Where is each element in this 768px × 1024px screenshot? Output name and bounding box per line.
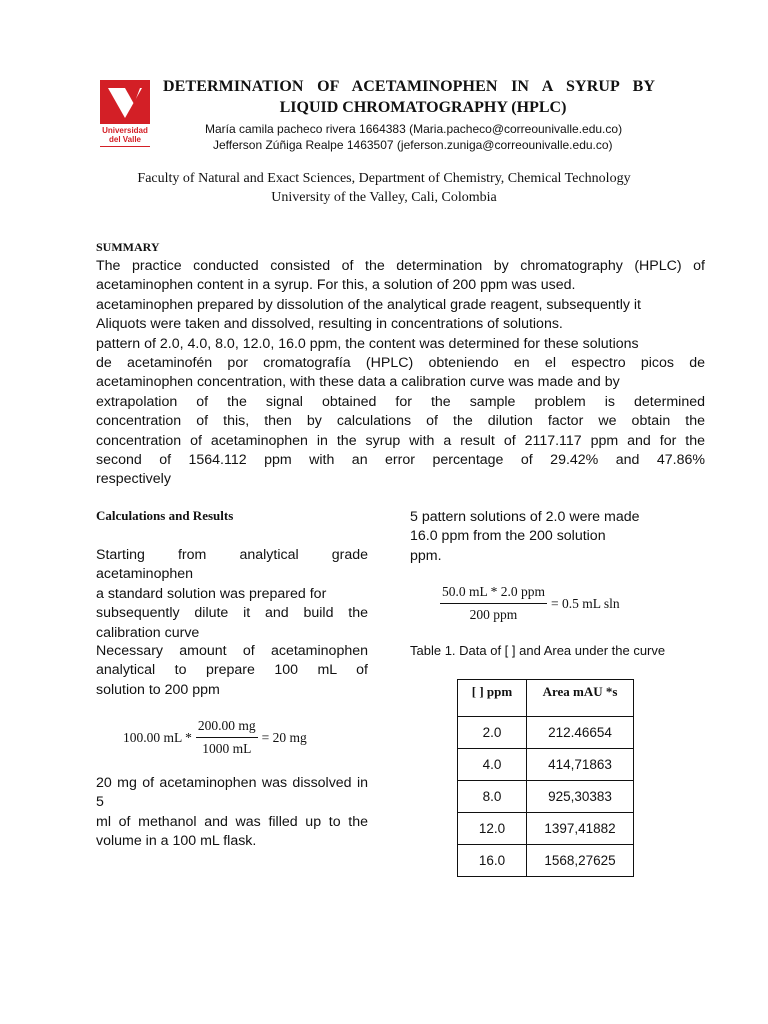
text-line: de acetaminofén por cromatografía (HPLC) obteniendo en el espectro picos de <box>96 355 705 372</box>
text-line: 16.0 ppm from the 200 solution <box>410 528 606 545</box>
affiliation-line-2: University of the Valley, Cali, Colombia <box>271 190 497 205</box>
fraction-numerator: 50.0 mL * 2.0 ppm <box>440 584 547 604</box>
summary-body <box>96 257 705 490</box>
table-header-row <box>458 680 634 717</box>
paragraph-necessary-amount <box>96 642 368 700</box>
table-row <box>458 781 634 813</box>
text-line: 5 pattern solutions of 2.0 were made <box>410 509 640 525</box>
cell-concentration: 4.0 <box>458 749 527 781</box>
cell-area: 1568,27625 <box>527 845 634 877</box>
text-line: 20 mg of acetaminophen was dissolved in 5 <box>96 775 368 811</box>
text-line: concentration of acetaminophen in the syrup with a result of 2117.117 ppm and for the <box>96 432 705 449</box>
text-line: pattern of 2.0, 4.0, 8.0, 12.0, 16.0 ppm, the content was determined for these solutions <box>96 335 639 352</box>
cell-area: 414,71863 <box>527 749 634 781</box>
text-line: concentration of this, then by calculations of the dilution factor we obtain the <box>96 413 705 430</box>
equation-dilution <box>436 584 620 623</box>
paragraph-standard-solution <box>96 546 368 643</box>
text-line: extrapolation of the signal obtained for the sample problem is determined <box>96 393 705 410</box>
text-line: Starting from analytical grade acetaminophen <box>96 547 368 583</box>
table-header-area: Area mAU *s <box>527 680 634 717</box>
cell-area: 212.46654 <box>527 717 634 749</box>
cell-concentration: 16.0 <box>458 845 527 877</box>
fraction-numerator: 200.00 mg <box>196 718 258 738</box>
calculations-heading: Calculations and Results <box>96 508 234 523</box>
equation-result: = 20 mg <box>261 729 307 745</box>
fraction-denominator: 1000 mL <box>202 741 252 756</box>
logo-underline <box>100 146 150 147</box>
text-line: volume in a 100 mL flask. <box>96 833 257 850</box>
text-line: Necessary amount of acetaminophen <box>96 643 368 659</box>
table-caption: Table 1. Data of [ ] and Area under the curve <box>410 643 666 658</box>
cell-concentration: 12.0 <box>458 813 527 845</box>
text-line: ml of methanol and was filled up to the <box>96 813 368 830</box>
data-table <box>457 679 634 877</box>
text-line: subsequently dilute it and build the <box>96 605 368 622</box>
paper-title-line-2: LIQUID CHROMATOGRAPHY (HPLC) <box>279 99 567 116</box>
author-2: Jefferson Zúñiga Realpe 1463507 (jeferson.zuniga@correounivalle.edu.co) <box>213 138 613 152</box>
text-line: acetaminophen prepared by dissolution of the analytical grade reagent, subsequently it <box>96 296 641 313</box>
text-line: acetaminophen concentration, with these data a calibration curve was made and by <box>96 374 620 391</box>
paragraph-pattern-solutions <box>410 508 700 566</box>
paper-title-line-1: DETERMINATION OF ACETAMINOPHEN IN A SYRUP BY <box>163 78 655 95</box>
text-line: calibration curve <box>96 624 200 641</box>
equation-prefix: 100.00 mL * <box>123 729 192 745</box>
cell-concentration: 2.0 <box>458 717 527 749</box>
equation-result: = 0.5 mL sln <box>551 595 620 611</box>
table-header-concentration: [ ] ppm <box>458 680 527 717</box>
text-line: second of 1564.112 ppm with an error percentage of 29.42% and 47.86% <box>96 452 705 469</box>
cell-concentration: 8.0 <box>458 781 527 813</box>
text-line: The practice conducted consisted of the determination by chromatography (HPLC) of <box>96 258 705 274</box>
table-row <box>458 813 634 845</box>
cell-area: 1397,41882 <box>527 813 634 845</box>
table-row <box>458 845 634 877</box>
table-row <box>458 717 634 749</box>
fraction-denominator: 200 ppm <box>469 607 518 622</box>
equation-mass <box>123 718 307 757</box>
equation-fraction <box>440 584 547 623</box>
table-row <box>458 749 634 781</box>
logo-text: Universidad del Valle <box>102 126 148 144</box>
paragraph-dissolution <box>96 774 368 852</box>
text-line: solution to 200 ppm <box>96 681 220 698</box>
author-1: María camila pacheco rivera 1664383 (Maria.pacheco@correounivalle.edu.co) <box>205 122 623 136</box>
text-line: a standard solution was prepared for <box>96 585 327 602</box>
summary-heading: SUMMARY <box>96 240 160 254</box>
cell-area: 925,30383 <box>527 781 634 813</box>
text-line: respectively <box>96 471 171 488</box>
affiliation-line-1: Faculty of Natural and Exact Sciences, Department of Chemistry, Chemical Technology <box>137 171 631 186</box>
text-line: Aliquots were taken and dissolved, resulting in concentrations of solutions. <box>96 316 563 333</box>
text-line: analytical to prepare 100 mL of <box>96 662 368 679</box>
text-line: ppm. <box>410 547 442 564</box>
equation-fraction <box>196 718 258 757</box>
text-line: acetaminophen content in a syrup. For this, a solution of 200 ppm was used. <box>96 277 576 294</box>
